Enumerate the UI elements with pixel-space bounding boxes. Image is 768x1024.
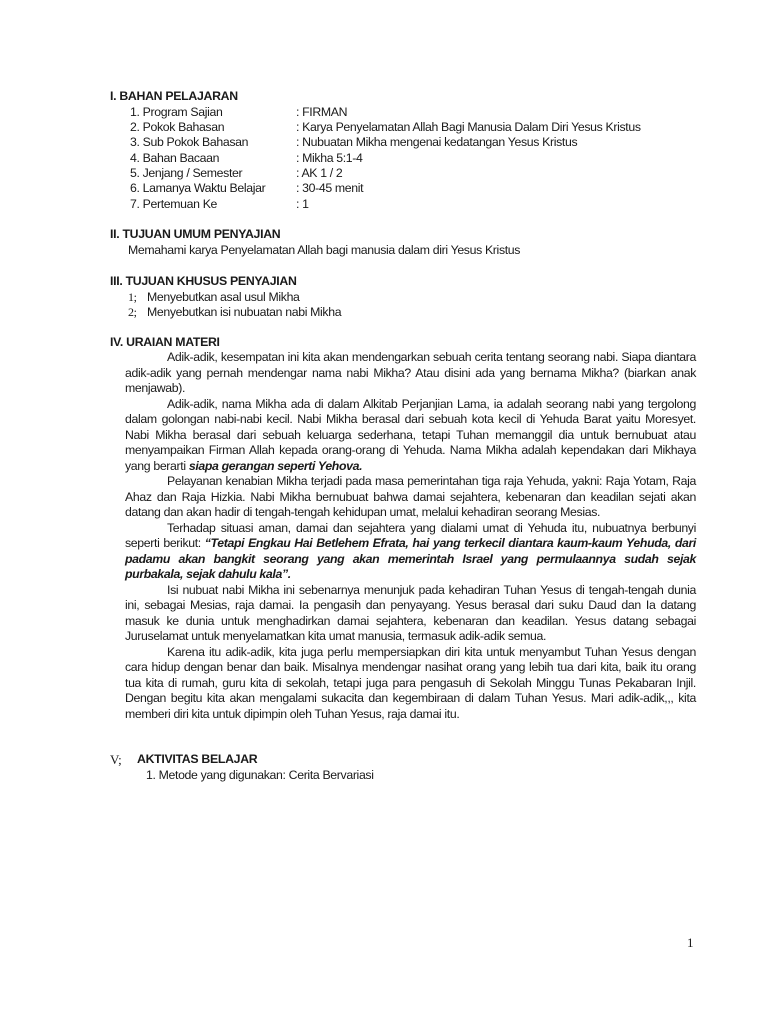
paragraph: Adik-adik, kesempatan ini kita akan mendengarkan sebuah cerita tentang seorang nabi. Siapa diantara adik-adik yang pernah mendengar nama nabi Mikha? Atau disini ada yang bernama Mikha? (biarkan anak menjawab). — [125, 350, 696, 395]
info-value: : AK 1 / 2 — [296, 166, 343, 180]
list-item — [128, 305, 341, 321]
info-label: 2. Pokok Bahasan — [130, 120, 225, 134]
emphasis-text: siapa gerangan seperti Yehova. — [188, 458, 363, 473]
section-2-heading: II. TUJUAN UMUM PENYAJIAN — [110, 227, 281, 241]
section-5-numeral: V; — [110, 752, 122, 767]
material-body — [125, 350, 696, 722]
info-value: : 30-45 menit — [296, 181, 364, 195]
info-value: : Nubuatan Mikha mengenai kedatangan Yesus Kristus — [296, 135, 578, 149]
list-number: 2; — [128, 305, 137, 319]
page-number: 1 — [687, 935, 694, 950]
section-3-heading: III. TUJUAN KHUSUS PENYAJIAN — [110, 274, 297, 288]
info-label: 7. Pertemuan Ke — [130, 197, 218, 211]
info-value: : Karya Penyelamatan Allah Bagi Manusia Dalam Diri Yesus Kristus — [296, 120, 641, 134]
paragraph: Isi nubuat nabi Mikha ini sebenarnya menunjuk pada kehadiran Tuhan Yesus di tengah-tengah dunia ini, sebagai Mesias, raja damai. Ia pengasih dan penyayang. Yesus berasal dari suku Daud dan Ia datang masuk ke dunia untuk menghadirkan damai sejahtera, kebenaran dan keadilan. Yesus datang sebagai Juruselamat untuk menyelamatkan kita umat manusia, termasuk adik-adik semua. — [125, 582, 696, 643]
paragraph — [125, 521, 696, 583]
info-label: 6. Lamanya Waktu Belajar — [130, 181, 266, 195]
prophecy-quote: “Tetapi Engkau Hai Betlehem Efrata, hai yang terkecil diantara kaum-kaum Yehuda, dari padamu akan bangkit seorang yang akan memerintah Israel yang permulaannya sudah sejak purbakala, sejak dahulu kala”. — [125, 536, 696, 581]
paragraph-text: Adik-adik, nama Mikha ada di dalam Alkitab Perjanjian Lama, ia adalah seorang nabi yang tergolong dalam golongan nabi-nabi kecil. Nabi Mikha berasal dari sebuah kota kecil di Yehuda Barat yaitu Moresyet. Nabi Mikha berasal dari sebuah keluarga sederhana, tetapi Tuhan memanggil dia untuk bernubuat atau menyampaikan Firman Allah kepada orang-orang di Yehuda. Nama Mikha adalah kependakan dari Mikhaya yang berarti — [125, 396, 696, 473]
info-value: : FIRMAN — [296, 105, 348, 119]
section-4-heading: IV. URAIAN MATERI — [110, 335, 220, 349]
general-objective-text: Memahami karya Penyelamatan Allah bagi manusia dalam diri Yesus Kristus — [128, 243, 521, 257]
info-value: : Mikha 5:1-4 — [296, 151, 363, 165]
section-1-heading: I. BAHAN PELAJARAN — [110, 89, 238, 103]
paragraph: Pelayanan kenabian Mikha terjadi pada masa pemerintahan tiga raja Yehuda, yakni: Raja Yotam, Raja Ahaz dan Raja Hizkia. Nabi Mikha bernubuat bahwa damai sejahtera, kebenaran dan keadilan sejati akan datang dan akan hadir di tengah-tengah kehidupan umat, melalui kehadiran seorang Mesias. — [125, 474, 696, 519]
info-label: 1. Program Sajian — [130, 105, 223, 119]
list-text: Menyebutkan isi nubuatan nabi Mikha — [147, 305, 342, 319]
list-number: 1; — [128, 290, 137, 304]
info-value: : 1 — [296, 197, 309, 211]
info-label: 3. Sub Pokok Bahasan — [130, 135, 249, 149]
activity-item: 1. Metode yang digunakan: Cerita Bervariasi — [146, 768, 374, 782]
paragraph-text: Terhadap situasi aman, damai dan sejahtera yang dialami umat di Yehuda itu, nubuatnya berbunyi seperti berikut: — [125, 520, 696, 550]
list-item — [128, 290, 300, 306]
info-label: 5. Jenjang / Semester — [130, 166, 243, 180]
paragraph: Karena itu adik-adik, kita juga perlu mempersiapkan diri kita untuk menyambut Tuhan Yesus dengan cara hidup dengan benar dan baik. Misalnya mendengar nasihat orang yang lebih tua dari kita, baik itu orang tua kita di rumah, guru kita di sekolah, tetapi juga para pengasuh di Sekolah Minggu Tunas Pekabaran Injil. Dengan begitu kita akan mengalami sukacita dan kegembiraan di dalam Tuhan Yesus. Mari adik-adik,,, kita memberi diri kita untuk dipimpin oleh Tuhan Yesus, raja damai itu. — [125, 644, 696, 721]
info-label: 4. Bahan Bacaan — [130, 151, 220, 165]
section-5-heading: AKTIVITAS BELAJAR — [137, 752, 258, 766]
paragraph — [125, 397, 696, 475]
list-text: Menyebutkan asal usul Mikha — [147, 290, 300, 304]
